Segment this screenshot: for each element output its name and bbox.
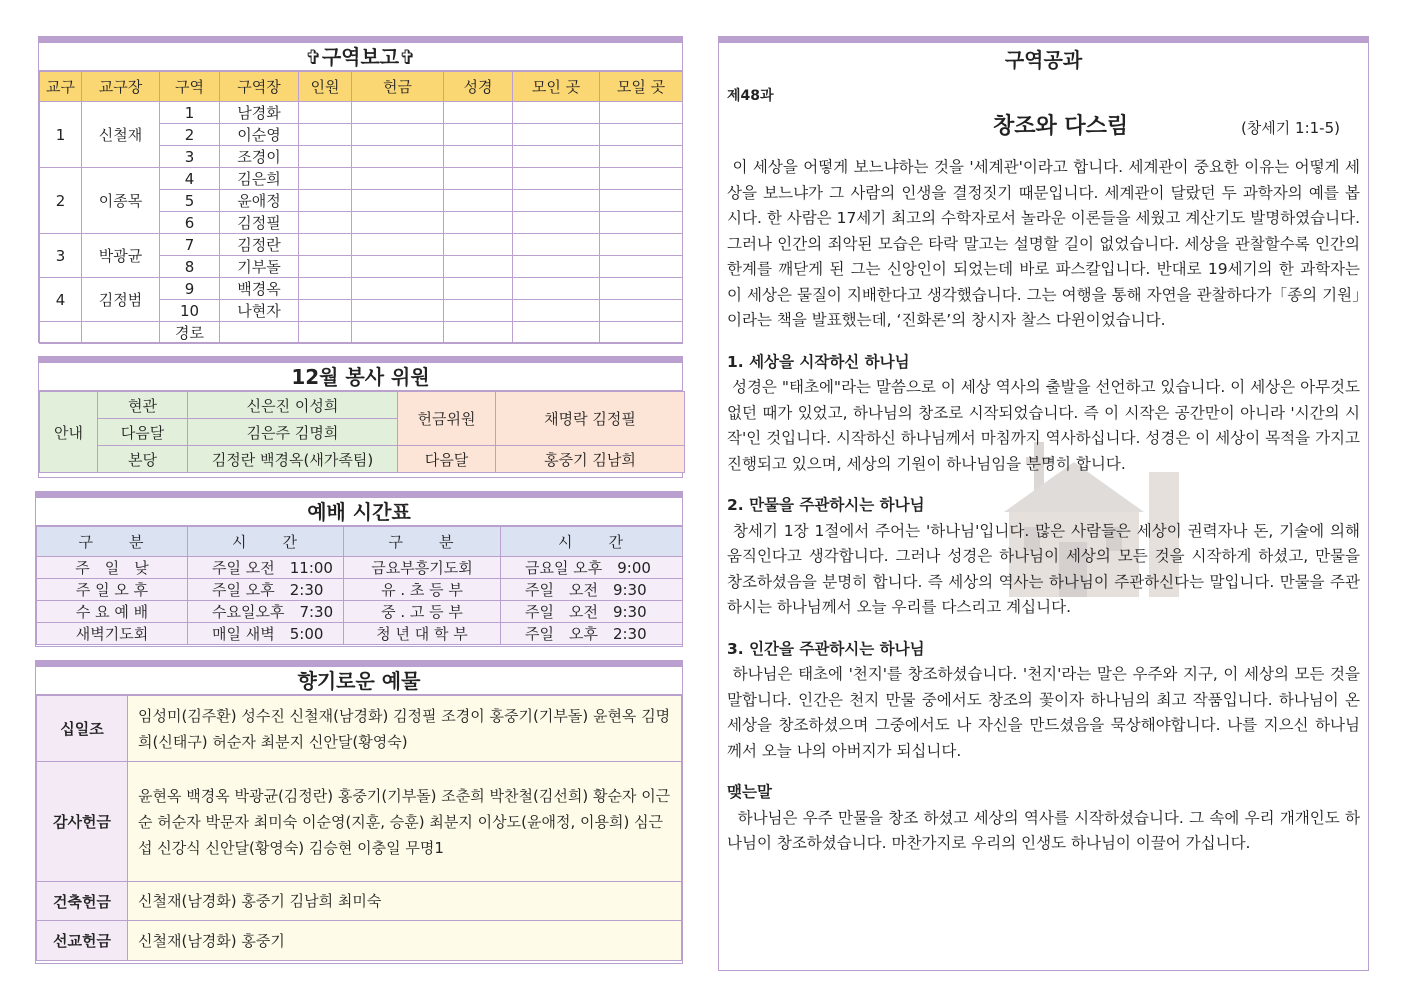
- section-body: 창세기 1장 1절에서 주어는 '하나님'입니다. 많은 사람들은 세상이 권력자나 돈, 기술에 의해 움직인다고 생각합니다. 그러나 성경은 하나님이 세상의 모든 것을 시작하게 하셨고, 만물을 창조하셨음을 분명히 합니다. 즉 세상의 역사는 하나님이 주관하신다는 말입니다. 만물을 주관하시는 하나님께서 오늘 우리를 다스리고 계십니다.: [727, 521, 1360, 616]
- scripture-reference: (창세기 1:1-5): [1240, 119, 1340, 137]
- service-name: 유 . 초 등 부: [344, 579, 501, 601]
- district-report-panel: [38, 36, 683, 343]
- table-row: [37, 696, 682, 762]
- bible-cell[interactable]: [444, 102, 513, 124]
- header-offering: 헌금: [352, 72, 444, 102]
- section-body: 하나님은 태초에 '천지'를 창조하셨습니다. '천지'라는 말은 우주와 지구, 이 세상의 모든 것을 말합니다. 인간은 천지 만물 중에서도 창조의 꽃이자 하나님의 최고 작품입니다. 하나님이 온 세상을 창조하셨으며 그중에서도 나 자신을 만드셨음을 묵상해야합니다. 나를 지으신 하나님께서 오늘 나의 아버지가 되십니다.: [727, 665, 1360, 760]
- table-header-row: [37, 527, 683, 557]
- bible-cell[interactable]: [444, 300, 513, 322]
- bible-cell[interactable]: [444, 168, 513, 190]
- next-place-cell[interactable]: [600, 102, 683, 124]
- district-leader: 나현자: [220, 300, 299, 322]
- district-number: 6: [160, 212, 220, 234]
- service-name: 새벽기도회: [37, 623, 188, 645]
- table-row: [40, 102, 683, 124]
- district-number: 4: [160, 168, 220, 190]
- table-row: [37, 579, 683, 601]
- district-number: 9: [160, 278, 220, 300]
- table-row: [37, 762, 682, 882]
- attendance-cell[interactable]: [299, 322, 352, 344]
- next-place-cell[interactable]: [600, 190, 683, 212]
- service-name: 청 년 대 학 부: [344, 623, 501, 645]
- met-place-cell[interactable]: [513, 234, 600, 256]
- offering-type-label: 선교헌금: [37, 921, 128, 961]
- header-district: 구역: [160, 72, 220, 102]
- section-body: 하나님은 우주 만물을 창조 하셨고 세상의 역사를 시작하셨습니다. 그 속에 우리 개개인도 하나님이 창조하셨습니다. 마찬가지로 우리의 인생도 하나님이 이끌어 가십니다.: [727, 808, 1361, 852]
- offering-cell[interactable]: [352, 212, 444, 234]
- district-number: 2: [160, 124, 220, 146]
- lesson-number: 제48과: [727, 88, 774, 104]
- bible-cell[interactable]: [444, 278, 513, 300]
- service-place: 본당: [98, 446, 188, 473]
- district-leader: 김정필: [220, 212, 299, 234]
- header-next-place: 모일 곳: [600, 72, 683, 102]
- service-names: 김은주 김명희: [188, 419, 398, 446]
- service-time: 주일 오전 9:30: [501, 579, 683, 601]
- attendance-cell[interactable]: [299, 212, 352, 234]
- met-place-cell[interactable]: [513, 190, 600, 212]
- attendance-cell[interactable]: [299, 124, 352, 146]
- parish-leader: 김정범: [82, 278, 160, 322]
- section-heading: 1. 세상을 시작하신 하나님: [727, 352, 910, 371]
- service-place: 다음달: [98, 419, 188, 446]
- bible-cell[interactable]: [444, 146, 513, 168]
- offering-cell[interactable]: [352, 190, 444, 212]
- header-category: 구 분: [37, 527, 188, 557]
- offerings-title: 향기로운 예물: [36, 667, 682, 695]
- offerings-panel: [35, 660, 683, 964]
- bible-cell[interactable]: [444, 212, 513, 234]
- offering-type-label: 감사헌금: [37, 762, 128, 882]
- next-place-cell[interactable]: [600, 146, 683, 168]
- parish-number: 4: [40, 278, 82, 322]
- service-time: 매일 새벽 5:00: [188, 623, 344, 645]
- table-row: [40, 278, 683, 300]
- met-place-cell[interactable]: [513, 102, 600, 124]
- lesson-topic: 창조와 다스림: [993, 114, 1129, 139]
- service-name: 수 요 예 배: [37, 601, 188, 623]
- met-place-cell[interactable]: [513, 124, 600, 146]
- district-number: 7: [160, 234, 220, 256]
- district-leader: 기부돌: [220, 256, 299, 278]
- service-time: 주일 오전 9:30: [501, 601, 683, 623]
- met-place-cell[interactable]: [513, 146, 600, 168]
- table-row: [40, 322, 683, 344]
- next-place-cell[interactable]: [600, 278, 683, 300]
- met-place-cell[interactable]: [513, 212, 600, 234]
- offering-cell[interactable]: [352, 146, 444, 168]
- district-number: 8: [160, 256, 220, 278]
- parish-number: 2: [40, 168, 82, 234]
- next-place-cell[interactable]: [600, 124, 683, 146]
- offering-committee-label: 헌금위원: [398, 392, 496, 446]
- service-time: 수요일오후 7:30: [188, 601, 344, 623]
- section-body: 성경은 "태초에"라는 말씀으로 이 세상 역사의 출발을 선언하고 있습니다. 이 세상은 아무것도 없던 때가 있었고, 하나님의 창조로 시작되었습니다. 즉 이 시작은 공간만이 아니라 '시간의 시작'인 것입니다. 시작하신 하나님께서 마침까지 역사하십니다. 성경은 이 세상이 목적을 가지고 진행되고 있으며, 세상의 기원이 하나님임을 분명히 합니다.: [727, 378, 1360, 473]
- table-row: [40, 168, 683, 190]
- attendance-cell[interactable]: [299, 300, 352, 322]
- service-name: 주 일 오 후: [37, 579, 188, 601]
- service-name: 중 . 고 등 부: [344, 601, 501, 623]
- worship-schedule-panel: [35, 491, 683, 647]
- section-heading: 맺는말: [727, 783, 772, 801]
- header-met-place: 모인 곳: [513, 72, 600, 102]
- header-time: 시 간: [188, 527, 344, 557]
- attendance-cell[interactable]: [299, 256, 352, 278]
- table-row: [40, 446, 685, 473]
- lesson-intro: 이 세상을 어떻게 보느냐하는 것을 '세계관'이라고 합니다. 세계관이 중요한 이유는 어떻게 세상을 보느냐가 그 사람의 인생을 결정짓기 때문입니다. 세계관이 달랐던 두 과학자의 예를 봅시다. 한 사람은 17세기 최고의 수학자로서 놀라운 이론들을 세웠고 계산기도 발명하였습니다. 그러나 인간의 죄악된 모습은 타락 말고는 설명할 길이 없었습니다. 세상을 관찰할수록 인간의 한계를 깨닫게 된 그는 신앙인이 되었는데 바로 파스칼입니다. 반대로 19세기의 한 과학자는 이 세상은 물질이 지배한다고 생각했습니다. 그는 여행을 통해 자연을 관찰하다가「종의 기원」이라는 책을 발표했는데, ‘진화론’의 창시자 찰스 다윈이었습니다.: [727, 158, 1360, 329]
- met-place-cell[interactable]: [513, 256, 600, 278]
- section-heading: 2. 만물을 주관하시는 하나님: [727, 496, 925, 514]
- next-place-cell[interactable]: [600, 234, 683, 256]
- offering-cell[interactable]: [352, 234, 444, 256]
- offering-cell[interactable]: [352, 168, 444, 190]
- next-month-names: 홍중기 김남희: [496, 446, 685, 473]
- next-place-cell[interactable]: [600, 322, 683, 344]
- parish-number: 3: [40, 234, 82, 278]
- lesson-panel: [718, 36, 1369, 971]
- service-name: 주 일 낮: [37, 557, 188, 579]
- offering-type-label: 건축헌금: [37, 882, 128, 921]
- service-committee-panel: [38, 356, 683, 478]
- district-leader: 남경화: [220, 102, 299, 124]
- offering-names: 신철재(남경화) 홍중기 김남희 최미숙: [128, 882, 682, 921]
- lesson-heading: [727, 105, 1360, 155]
- section-heading: 3. 인간을 주관하시는 하나님: [727, 639, 925, 658]
- attendance-cell[interactable]: [299, 190, 352, 212]
- district-leader: 김은희: [220, 168, 299, 190]
- district-leader: 이순영: [220, 124, 299, 146]
- met-place-cell[interactable]: [513, 168, 600, 190]
- bible-cell[interactable]: [444, 124, 513, 146]
- header-attendance: 인원: [299, 72, 352, 102]
- header-district-leader: 구역장: [220, 72, 299, 102]
- met-place-cell[interactable]: [513, 300, 600, 322]
- offering-cell[interactable]: [352, 256, 444, 278]
- district-leader: 조경이: [220, 146, 299, 168]
- table-row: [40, 234, 683, 256]
- guide-label: 안내: [40, 392, 98, 473]
- offering-cell[interactable]: [352, 278, 444, 300]
- service-place: 현관: [98, 392, 188, 419]
- district-number: 3: [160, 146, 220, 168]
- parish-number: 1: [40, 102, 82, 168]
- met-place-cell[interactable]: [513, 322, 600, 344]
- district-number: 5: [160, 190, 220, 212]
- service-names: 김정란 백경옥(새가족팀): [188, 446, 398, 473]
- header-bible: 성경: [444, 72, 513, 102]
- bible-cell[interactable]: [444, 234, 513, 256]
- table-row: [40, 392, 685, 419]
- service-committee-title: 12월 봉사 위원: [39, 363, 682, 391]
- worship-schedule-title: 예배 시간표: [36, 498, 682, 526]
- district-number: 10: [160, 300, 220, 322]
- bible-cell[interactable]: [444, 256, 513, 278]
- next-place-cell[interactable]: [600, 256, 683, 278]
- table-row: [37, 623, 683, 645]
- parish-leader: 이종목: [82, 168, 160, 234]
- header-category: 구 분: [344, 527, 501, 557]
- next-place-cell[interactable]: [600, 168, 683, 190]
- offering-type-label: 십일조: [37, 696, 128, 762]
- offering-names: 윤현옥 백경옥 박광균(김정란) 홍중기(기부돌) 조춘희 박찬철(김선희) 황순자 이근순 허순자 박문자 최미숙 이순영(지훈, 승훈) 최분지 이상도(윤애정, 이용희) 심근섭 신강식 신안달(황영숙) 김승현 이충일 무명1: [128, 762, 682, 882]
- service-time: 주일 오전 11:00: [188, 557, 344, 579]
- attendance-cell[interactable]: [299, 146, 352, 168]
- table-row: [37, 601, 683, 623]
- table-row: [37, 921, 682, 961]
- next-place-cell[interactable]: [600, 300, 683, 322]
- service-committee-table: [39, 391, 685, 473]
- service-time: 금요일 오후 9:00: [501, 557, 683, 579]
- district-leader: 김정란: [220, 234, 299, 256]
- district-report-title: ✞구역보고✞: [39, 43, 682, 71]
- attendance-cell[interactable]: [299, 278, 352, 300]
- parish-leader: 신철재: [82, 102, 160, 168]
- offering-cell[interactable]: [352, 322, 444, 344]
- district-number: 1: [160, 102, 220, 124]
- header-parish-leader: 교구장: [82, 72, 160, 102]
- worship-schedule-table: [36, 526, 683, 645]
- table-row: [37, 557, 683, 579]
- table-row: [37, 882, 682, 921]
- next-place-cell[interactable]: [600, 212, 683, 234]
- offering-cell[interactable]: [352, 124, 444, 146]
- offering-cell[interactable]: [352, 102, 444, 124]
- service-time: 주일 오후 2:30: [188, 579, 344, 601]
- offering-cell[interactable]: [352, 300, 444, 322]
- district-leader: 백경옥: [220, 278, 299, 300]
- offerings-table: [36, 695, 682, 961]
- offering-names: 신철재(남경화) 홍중기: [128, 921, 682, 961]
- attendance-cell[interactable]: [299, 168, 352, 190]
- attendance-cell[interactable]: [299, 102, 352, 124]
- service-names: 신은진 이성희: [188, 392, 398, 419]
- attendance-cell[interactable]: [299, 234, 352, 256]
- parish-leader: 박광균: [82, 234, 160, 278]
- header-parish: 교구: [40, 72, 82, 102]
- district-report-table: [39, 71, 683, 344]
- senior-row-label: 경로: [160, 322, 220, 344]
- service-time: 주일 오후 2:30: [501, 623, 683, 645]
- next-month-label: 다음달: [398, 446, 496, 473]
- offering-names: 임성미(김주환) 성수진 신철재(남경화) 김정필 조경이 홍중기(기부돌) 윤현옥 김명희(신태구) 허순자 최분지 신안달(황영숙): [128, 696, 682, 762]
- lesson-panel-title: 구역공과: [1004, 48, 1083, 72]
- service-name: 금요부흥기도회: [344, 557, 501, 579]
- met-place-cell[interactable]: [513, 278, 600, 300]
- bible-cell[interactable]: [444, 190, 513, 212]
- header-time: 시 간: [501, 527, 683, 557]
- table-header-row: [40, 72, 683, 102]
- bible-cell[interactable]: [444, 322, 513, 344]
- district-leader: 윤애정: [220, 190, 299, 212]
- offering-committee-names: 채명락 김정필: [496, 392, 685, 446]
